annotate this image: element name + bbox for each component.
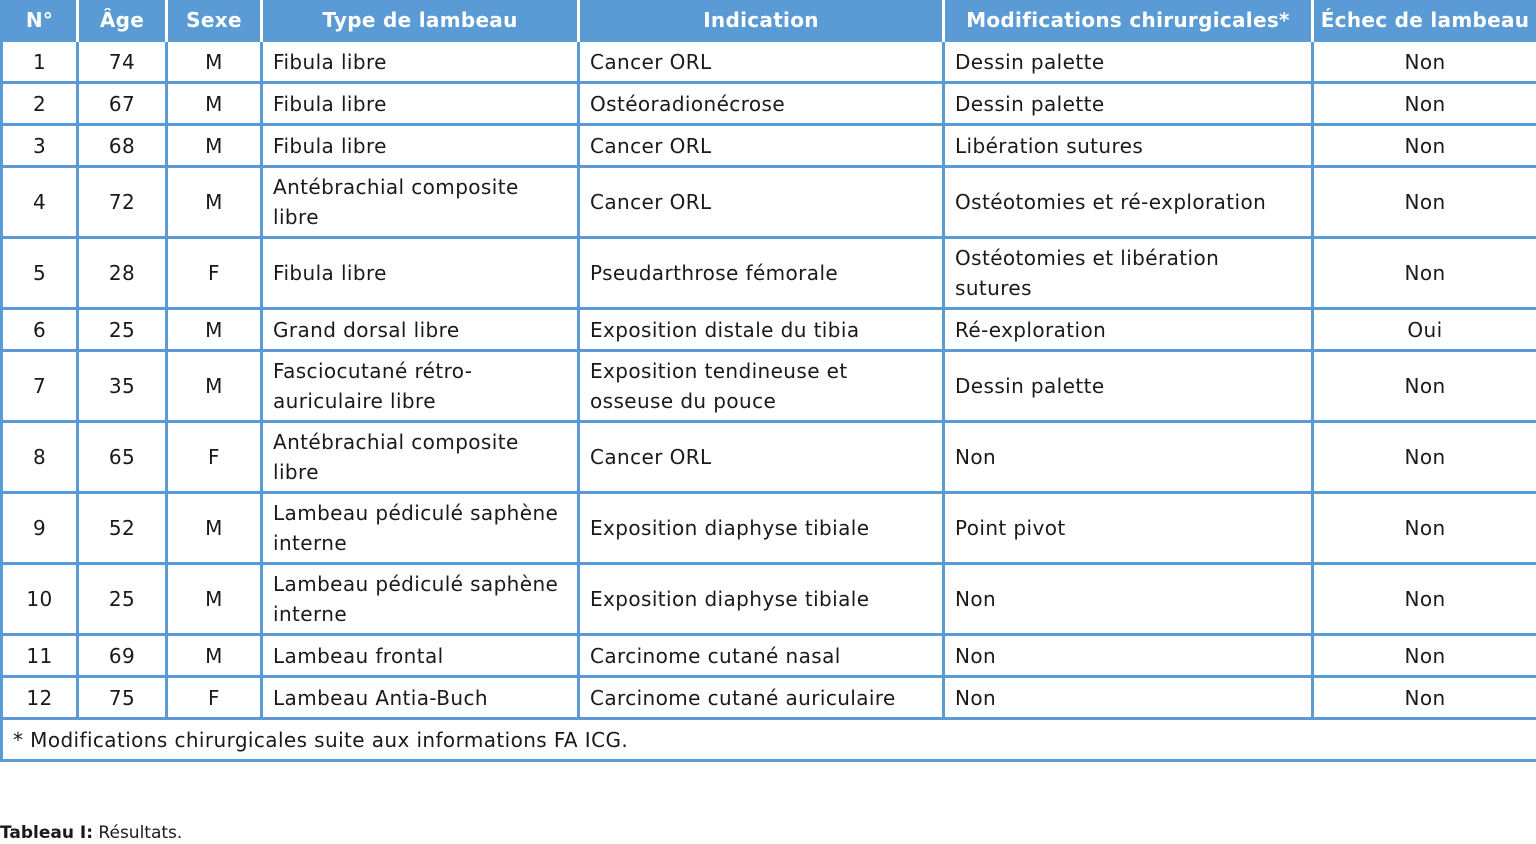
cell-age: 25 [78,564,167,635]
cell-echec: Non [1313,635,1536,677]
header-sexe: Sexe [167,0,262,41]
cell-sexe: M [167,309,262,351]
cell-echec: Non [1313,167,1536,238]
cell-sexe: M [167,167,262,238]
table-row [2,41,1536,83]
cell-type: Fibula libre [262,238,579,309]
cell-sexe: M [167,564,262,635]
cell-modifications: Dessin palette [944,351,1313,422]
cell-age: 25 [78,309,167,351]
cell-indication: Carcinome cutané auriculaire [579,677,944,719]
cell-echec: Non [1313,351,1536,422]
cell-number: 5 [2,238,78,309]
cell-number: 9 [2,493,78,564]
cell-number: 11 [2,635,78,677]
cell-indication: Cancer ORL [579,167,944,238]
cell-modifications: Non [944,564,1313,635]
cell-number: 3 [2,125,78,167]
cell-modifications: Ostéotomies et libération sutures [944,238,1313,309]
footnote-row [2,719,1536,761]
cell-age: 68 [78,125,167,167]
cell-echec: Non [1313,493,1536,564]
cell-age: 52 [78,493,167,564]
cell-modifications: Dessin palette [944,83,1313,125]
table-row [2,351,1536,422]
cell-age: 75 [78,677,167,719]
cell-indication: Pseudarthrose fémorale [579,238,944,309]
cell-indication: Ostéoradionécrose [579,83,944,125]
cell-sexe: M [167,351,262,422]
cell-modifications: Non [944,635,1313,677]
cell-type: Fibula libre [262,41,579,83]
cell-indication: Cancer ORL [579,422,944,493]
cell-indication: Exposition diaphyse tibiale [579,564,944,635]
cell-number: 6 [2,309,78,351]
cell-modifications: Non [944,422,1313,493]
cell-number: 2 [2,83,78,125]
cell-sexe: F [167,677,262,719]
cell-type: Lambeau pédiculé saphène interne [262,564,579,635]
cell-sexe: M [167,83,262,125]
cell-indication: Cancer ORL [579,125,944,167]
cell-modifications: Point pivot [944,493,1313,564]
cell-modifications: Non [944,677,1313,719]
cell-modifications: Ré-exploration [944,309,1313,351]
cell-number: 7 [2,351,78,422]
cell-type: Antébrachial composite libre [262,422,579,493]
table-row [2,167,1536,238]
table-row [2,564,1536,635]
cell-age: 74 [78,41,167,83]
cell-age: 28 [78,238,167,309]
cell-type: Fasciocutané rétro-auriculaire libre [262,351,579,422]
table-row [2,309,1536,351]
caption-label: Tableau I: [0,823,94,843]
table-row [2,125,1536,167]
cell-sexe: M [167,493,262,564]
cell-age: 72 [78,167,167,238]
cell-echec: Non [1313,238,1536,309]
cell-type: Antébrachial composite libre [262,167,579,238]
cell-age: 67 [78,83,167,125]
cell-type: Grand dorsal libre [262,309,579,351]
cell-indication: Exposition tendineuse et osseuse du pouce [579,351,944,422]
cell-age: 65 [78,422,167,493]
cell-echec: Non [1313,422,1536,493]
cell-indication: Exposition distale du tibia [579,309,944,351]
cell-number: 4 [2,167,78,238]
cell-modifications: Dessin palette [944,41,1313,83]
table-row [2,238,1536,309]
header-age: Âge [78,0,167,41]
cell-type: Fibula libre [262,83,579,125]
cell-indication: Exposition diaphyse tibiale [579,493,944,564]
header-modifications: Modifications chirurgicales* [944,0,1313,41]
cell-echec: Non [1313,125,1536,167]
table-row [2,677,1536,719]
cell-sexe: M [167,41,262,83]
cell-type: Lambeau Antia-Buch [262,677,579,719]
cell-number: 8 [2,422,78,493]
cell-echec: Oui [1313,309,1536,351]
cell-echec: Non [1313,564,1536,635]
cell-age: 69 [78,635,167,677]
cell-echec: Non [1313,41,1536,83]
caption-text: Résultats. [93,823,183,843]
table-row [2,493,1536,564]
cell-type: Lambeau pédiculé saphène interne [262,493,579,564]
header-row [2,0,1536,41]
cell-number: 12 [2,677,78,719]
table-caption [0,822,182,844]
cell-modifications: Libération sutures [944,125,1313,167]
cell-sexe: F [167,238,262,309]
table-footnote: * Modifications chirurgicales suite aux informations FA ICG. [2,719,1536,761]
cell-indication: Cancer ORL [579,41,944,83]
cell-number: 10 [2,564,78,635]
cell-number: 1 [2,41,78,83]
cell-modifications: Ostéotomies et ré-exploration [944,167,1313,238]
table-row [2,422,1536,493]
cell-indication: Carcinome cutané nasal [579,635,944,677]
header-number: N° [2,0,78,41]
header-type: Type de lambeau [262,0,579,41]
cell-echec: Non [1313,677,1536,719]
cell-age: 35 [78,351,167,422]
cell-type: Lambeau frontal [262,635,579,677]
cell-echec: Non [1313,83,1536,125]
table-row [2,83,1536,125]
cell-sexe: F [167,422,262,493]
table-row [2,635,1536,677]
cell-sexe: M [167,125,262,167]
header-indication: Indication [579,0,944,41]
cell-type: Fibula libre [262,125,579,167]
cell-sexe: M [167,635,262,677]
header-echec: Échec de lambeau [1313,0,1536,41]
